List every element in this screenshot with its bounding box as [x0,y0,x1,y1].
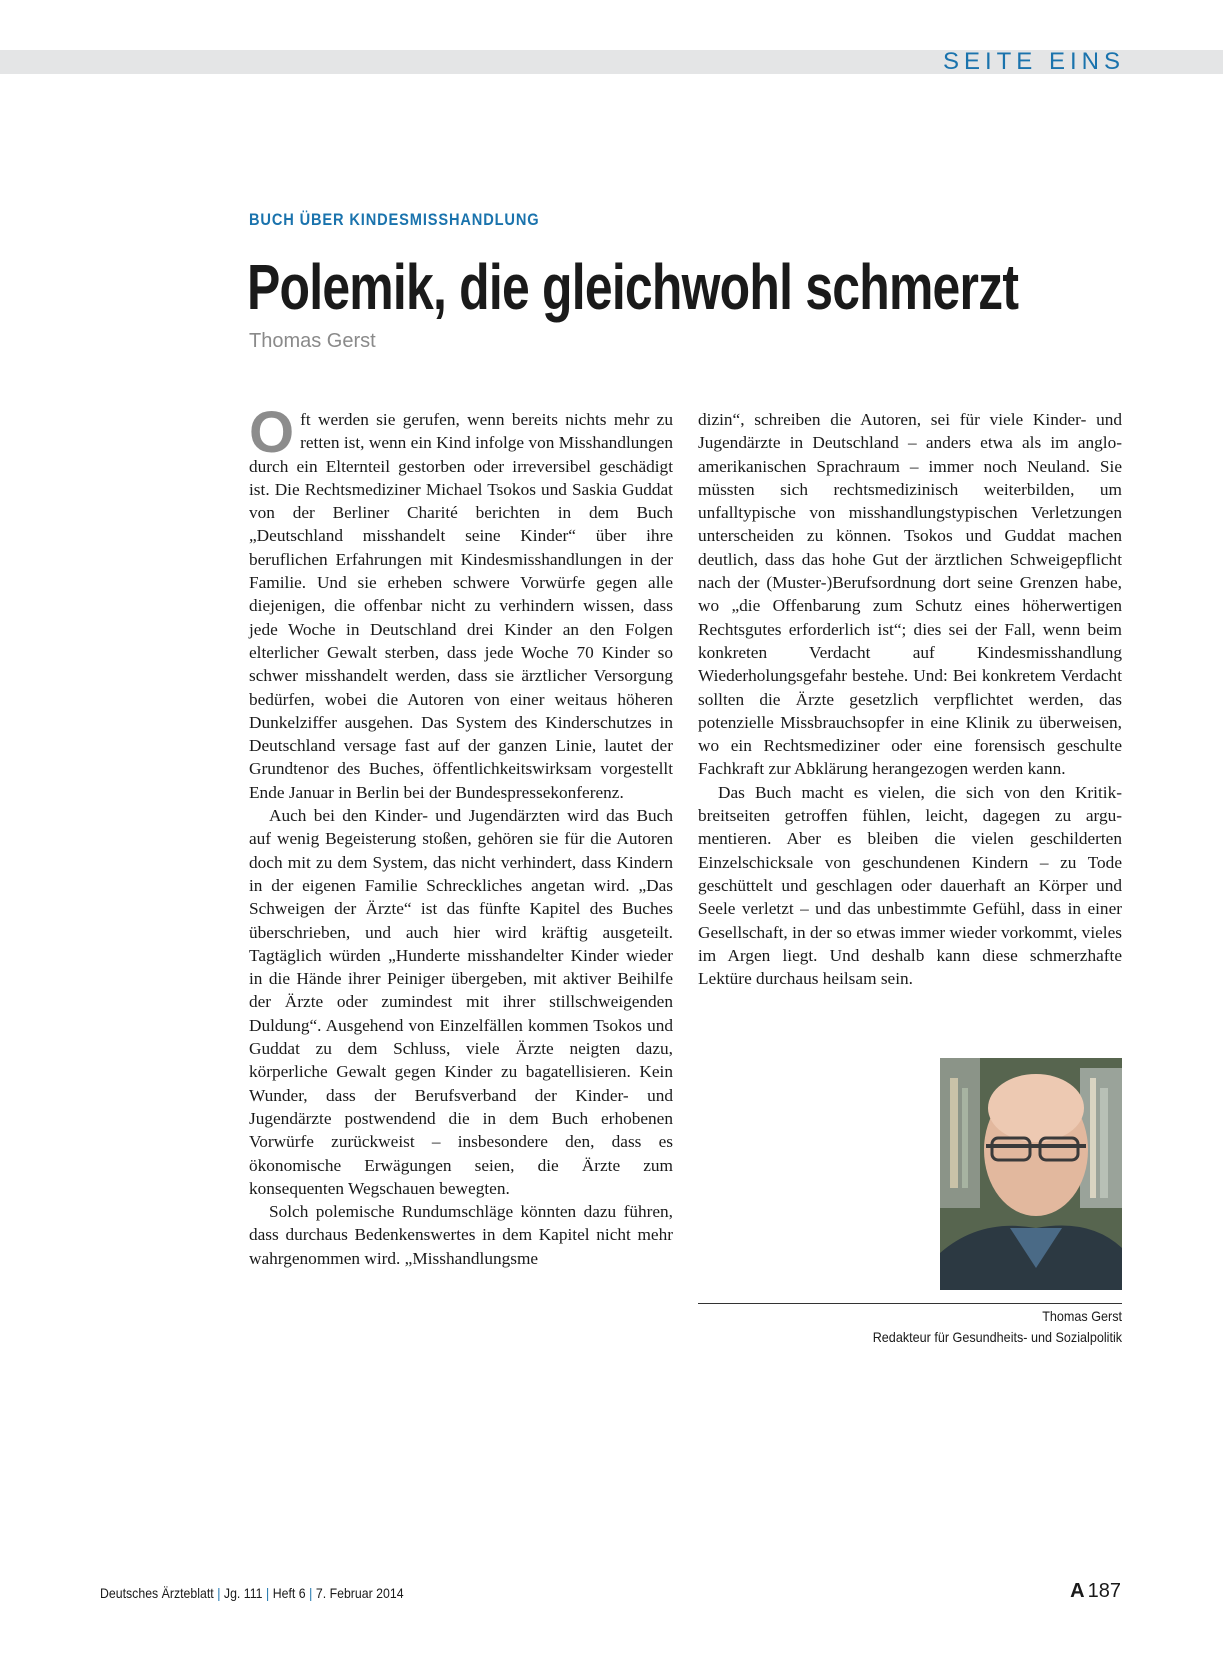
article-kicker: BUCH ÜBER KINDESMISSHANDLUNG [249,210,540,229]
footer-date: 7. Februar 2014 [315,1585,404,1601]
footer-separator: | [309,1585,313,1601]
paragraph-2: Auch bei den Kinder- und Jugendärzten wird das Buch auf wenig Begeisterung stoßen, gehören sie für die Autoren doch mit zu dem System, das nicht verhindert, dass Kindern in der eigenen Familie Schreckliches angetan wird. „Das Schweigen der Ärzte“ ist das fünfte Kapitel des Buches überschrieben, und auch hier wird kräftig ausgeteilt. Tagtäglich würden „Hunderte misshandelter Kinder wieder in die Hände ihrer Peiniger übergeben, mit aktiver Beihilfe der Ärzte oder zumindest mit ihrer stillschweigenden Duldung“. Ausgehend von Einzelfällen kommen Tsokos und Guddat zu dem Schluss, viele Ärzte neigten dazu, körperliche Gewalt gegen Kinder zu bagatellisieren. Kein Wunder, dass der Berufsverband der Kinder- und Jugendärzte postwendend die in dem Buch erhobenen Vorwürfe zurückweist – insbesondere den, dass es ökonomische Erwägungen seien, die Ärzte zum konsequenten Wegschauen bewegten. [249,806,673,1198]
portrait-image [940,1058,1122,1290]
paragraph-1 [249,400,673,804]
caption-rule [698,1303,1122,1304]
paragraph-4: Das Buch macht es vielen, die sich von den Kritikbreitseiten getroffen fühlen, leicht, dagegen zu argumentieren. Aber es bleiben die vielen geschilderten Einzelschicksale von geschundenen Kindern – zu Tode geschüttelt und geschlagen oder dauerhaft an Körper und Seele verletzt – und das unbestimmte Gefühl, dass in einer Gesellschaft, in der so etwas immer wieder vorkommt, vieles im Argen liegt. Und deshalb kann diese schmerzhafte Lektüre durchaus heilsam sein. [698,782,1122,989]
footer-separator: | [217,1585,221,1601]
text-column-right [698,408,1122,990]
caption-name: Thomas Gerst [1042,1308,1122,1324]
page-number-value: 187 [1087,1580,1121,1602]
footer-citation [100,1585,404,1601]
drop-cap: O [249,400,295,465]
footer-journal: Deutsches Ärzteblatt [100,1585,214,1601]
author-portrait [940,1058,1122,1290]
caption-role: Redakteur für Gesundheits- und Sozialpolitik [872,1329,1122,1345]
paragraph-3-end: dizin“, schreiben die Autoren, sei für viele Kinder- und Jugendärzte in Deutschland – anders etwa als im angloamerikanischen Sprachraum – immer noch Neuland. Sie müssten sich rechtsmedizinisch weiterbilden, um unfalltypische von misshandlungstypischen Verletzungen unterscheiden zu können. Tsokos und Guddat machen deutlich, dass das hohe Gut der ärztlichen Schweigepflicht nach der (Muster-)Berufsordnung dort seine Grenzen habe, wo „die Offenbarung zum Schutz eines höherwertigen Rechtsgutes erforderlich ist“; dies sei der Fall, wenn beim konkreten Verdacht auf Kindesmisshandlung Wiederholungsgefahr bestehe. Und: Bei konkretem Verdacht sollten die Ärzte gesetzlich verpflichtet werden, das potenzielle Missbrauchsopfer in eine Klinik zu überweisen, wo ein Rechtsmediziner oder eine forensisch geschulte Fachkraft zur Abklärung herangezogen werden kann. [698,410,1122,779]
footer-issue: Heft 6 [272,1585,306,1601]
page-prefix: A [1070,1580,1085,1602]
text-column-left [249,400,673,1270]
page-number [1070,1580,1121,1603]
section-label: SEITE EINS [942,48,1125,75]
article-author: Thomas Gerst [249,330,376,352]
paragraph-1-text: ft werden sie gerufen, wenn bereits nichts mehr zu retten ist, wenn ein Kind infolge von Misshandlungen durch ein Elternteil gestorben oder irreversibel geschädigt ist. Die Rechtsmediziner Michael Tsokos und Saskia Guddat von der Berliner Charité berichten in dem Buch „Deutschland misshandelt seine Kinder“ über ihre beruflichen Erfahrungen mit Kindesmisshandlungen in der Familie. Und sie erheben schwere Vorwürfe gegen alle diejenigen, die offenbar nicht zu verhindern wissen, dass jede Woche in Deutschland drei Kinder an den Folgen elterlicher Gewalt sterben, dass jede Woche 70 Kinder so schwer misshandelt werden, dass sie ärztlicher Versorgung bedürfen, wobei die Autoren von einer weitaus höheren Dunkelziffer ausgehen. Das System des Kinderschutzes in Deutschland versage fast auf der ganzen Linie, lautet der Grundtenor des Buches, öffentlichkeitswirksam vorgestellt Ende Januar in Berlin bei der Bundespressekonferenz. [249,410,673,802]
article-title: Polemik, die gleichwohl schmerzt [247,251,1019,323]
portrait-caption [873,1306,1122,1348]
paragraph-3-start: Solch polemische Rundumschläge könnten dazu führen, dass durchaus Bedenkenswertes in dem Kapitel nicht mehr wahrgenommen wird. „Misshandlungsme [249,1202,673,1268]
footer-separator: | [266,1585,270,1601]
footer-volume: Jg. 111 [223,1585,263,1601]
